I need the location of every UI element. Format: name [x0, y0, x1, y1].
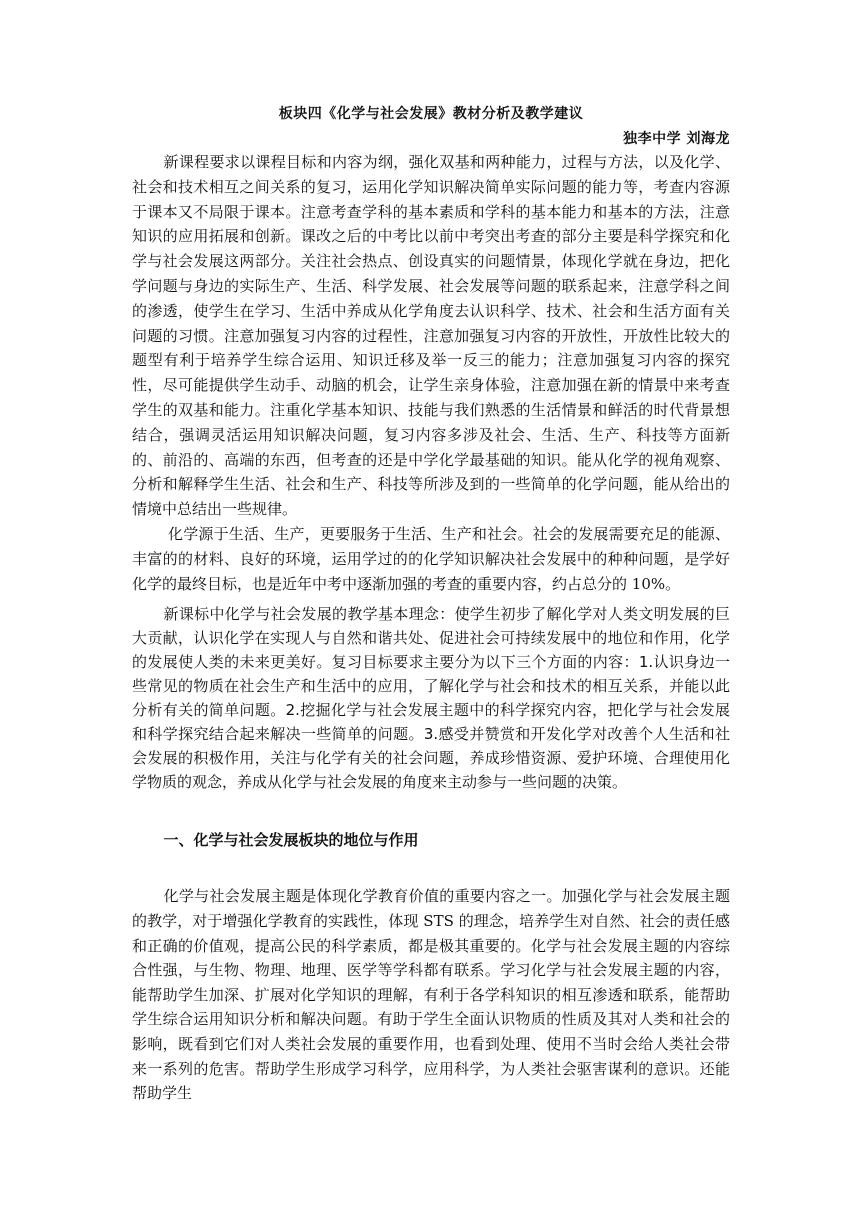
document-page [132, 102, 730, 1106]
body-paragraph-2: 化学源于生活、生产，更要服务于生活、生产和社会。社会的发展需要充足的能源、丰富的的材料、良好的环境，运用学过的的化学知识解决社会发展中的种种问题，是学好化学的最终目标，也是近年中考中逐渐加强的考查的重要内容，约占总分的 10%。 [132, 524, 730, 593]
document-title: 板块四《化学与社会发展》教材分析及教学建议 [278, 106, 584, 122]
section-paragraph: 化学与社会发展主题是体现化学教育价值的重要内容之一。加强化学与社会发展主题的教学，对于增强化学教育的实践性，体现 STS 的理念，培养学生对自然、社会的责任感和正确的价值观，提高公民的科学素质，都是极其重要的。化学与社会发展主题的内容综合性强，与生物、物理、地理、医学等学科都有联系。学习化学与社会发展主题的内容，能帮助学生加深、扩展对化学知识的理解，有利于各学科知识的相互渗透和联系，能帮助学生综合运用知识分析和解决问题。有助于学生全面认识物质的性质及其对人类和社会的影响，既看到它们对人类社会发展的重要作用，也看到处理、使用不当时会给人类社会带来一系列的危害。帮助学生形成学习科学，应用科学，为人类社会驱害谋利的意识。还能帮助学生 [132, 887, 730, 1103]
body-paragraph-3: 新课标中化学与社会发展的教学基本理念：使学生初步了解化学对人类文明发展的巨大贡献，认识化学在实现人与自然和谐共处、促进社会可持续发展中的地位和作用，化学的发展使人类的未来更美好。复习目标要求主要分为以下三个方面的内容：1.认识身边一些常见的物质在社会生产和生活中的应用，了解化学与社会和技术的相互关系，并能以此分析有关的简单问题。2.挖掘化学与社会发展主题中的科学探究内容，把化学与社会发展和科学探究结合起来解决一些简单的问题。3.感受并赞赏和开发化学对改善个人生活和社会发展的积极作用，关注与化学有关的社会问题，养成珍惜资源、爱护环境、合理使用化学物质的观念，养成从化学与社会发展的角度来主动参与一些问题的决策。 [132, 605, 730, 792]
body-paragraph-1: 新课程要求以课程目标和内容为纲，强化双基和两种能力，过程与方法，以及化学、社会和技术相互之间关系的复习，运用化学知识解决简单实际问题的能力等，考查内容源于课本又不局限于课本。注意考查学科的基本素质和学科的基本能力和基本的方法，注意知识的应用拓展和创新。课改之后的中考比以前中考突出考查的部分主要是科学探究和化学与社会发展这两部分。关注社会热点、创设真实的问题情景，体现化学就在身边，把化学问题与身边的实际生产、生活、科学发展、社会发展等问题的联系起来，注意学科之间的渗透，使学生在学习、生活中养成从化学角度去认识科学、技术、社会和生活方面有关问题的习惯。注意加强复习内容的过程性，注意加强复习内容的开放性，开放性比较大的题型有利于培养学生综合运用、知识迁移及举一反三的能力；注意加强复习内容的探究性，尽可能提供学生动手、动脑的机会，让学生亲身体验，注意加强在新的情景中来考查学生的双基和能力。注重化学基本知识、技能与我们熟悉的生活情景和鲜活的时代背景想结合，强调灵活运用知识解决问题，复习内容多涉及社会、生活、生产、科技等方面新的、前沿的、高端的东西，但考查的还是中学化学最基础的知识。能从化学的视角观察、分析和解释学生生活、社会和生产、科技等所涉及到的一些简单的化学问题，能从给出的情境中总结出一些规律。 [132, 153, 730, 519]
section-heading: 一、化学与社会发展板块的地位与作用 [163, 831, 419, 850]
document-author: 独李中学 刘海龙 [623, 131, 730, 147]
